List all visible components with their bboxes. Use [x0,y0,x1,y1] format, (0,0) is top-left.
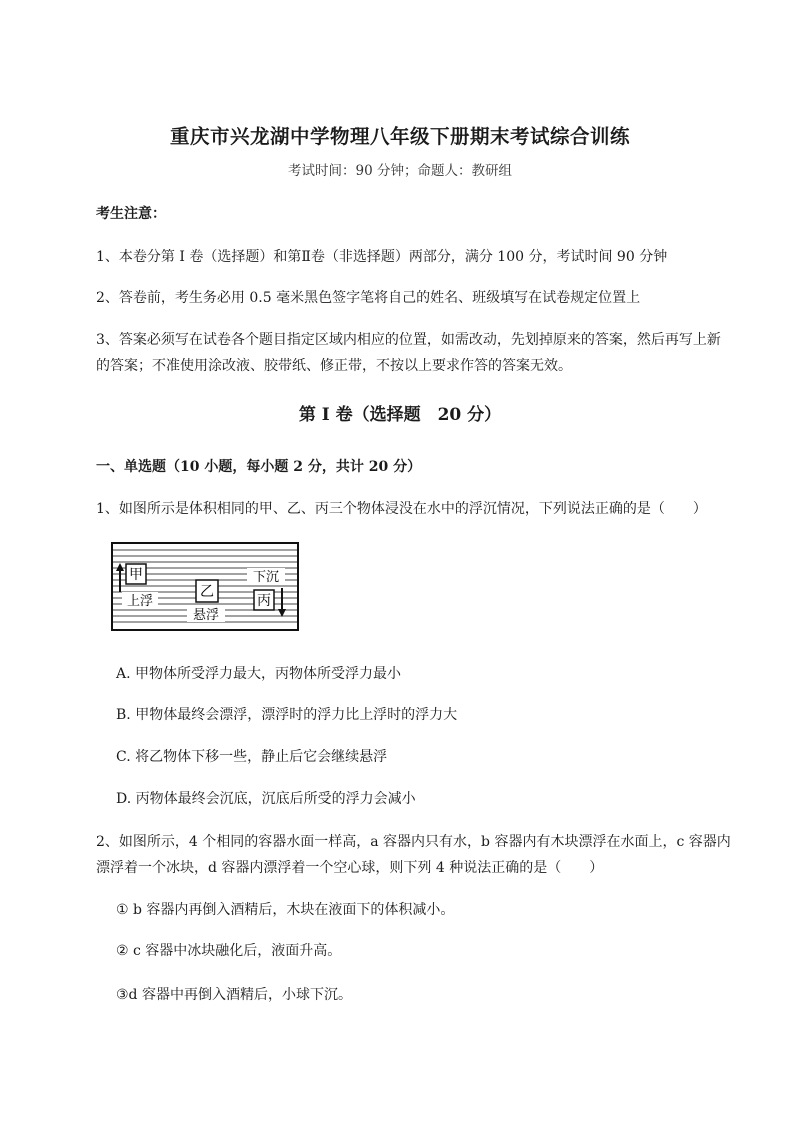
label-jia: 甲 [129,567,143,583]
part-heading: 一、单选题（10 小题，每小题 2 分，共计 20 分） [96,459,422,475]
page-title: 重庆市兴龙湖中学物理八年级下册期末考试综合训练 [169,125,630,148]
object-jia [126,564,146,584]
label-suspend: 悬浮 [192,608,220,623]
question-2-stem-cont: 漂浮着一个冰块，d 容器内漂浮着一个空心球，则下列 4 种说法正确的是（ ） [96,860,604,876]
notice-item-2: 2、答卷前，考生务必用 0.5 毫米黑色签字笔将自己的姓名、班级填写在试卷规定位置上 [96,290,641,306]
q2-statement-1: ① b 容器内再倒入酒精后，木块在液面下的体积减小。 [116,902,455,918]
notice-item-1: 1、本卷分第 I 卷（选择题）和第Ⅱ卷（非选择题）两部分，满分 100 分，考试时间 90 分钟 [96,249,668,265]
exam-info: 考试时间：90 分钟；命题人：教研组 [288,163,512,179]
q1-option-b[interactable]: B. 甲物体最终会漂浮，漂浮时的浮力比上浮时的浮力大 [116,707,458,723]
question-2-stem: 2、如图所示，4 个相同的容器水面一样高，a 容器内只有水，b 容器内有木块漂浮在水面上，c 容器内 [96,834,731,850]
q2-statement-2: ② c 容器中冰块融化后，液面升高。 [116,943,342,959]
q2-statement-3: ③d 容器中再倒入酒精后，小球下沉。 [116,987,352,1003]
buoyancy-figure [111,542,299,631]
q1-option-d[interactable]: D. 丙物体最终会沉底，沉底后所受的浮力会减小 [116,791,416,807]
notice-item-3-cont: 的答案；不准使用涂改液、胶带纸、修正带，不按以上要求作答的答案无效。 [96,358,572,374]
label-yi: 乙 [200,584,214,600]
label-rise: 上浮 [126,594,154,609]
label-bing: 丙 [257,593,271,609]
notice-item-3: 3、答案必须写在试卷各个题目指定区域内相应的位置，如需改动，先划掉原来的答案，然后再写上新 [96,332,721,348]
notice-heading: 考生注意： [96,206,166,222]
object-yi [196,580,218,602]
object-bing [254,590,274,610]
label-sink: 下沉 [252,570,280,585]
arrow-up-icon [116,563,124,592]
q1-option-c[interactable]: C. 将乙物体下移一些，静止后它会继续悬浮 [116,749,388,765]
q1-option-a[interactable]: A. 甲物体所受浮力最大，丙物体所受浮力最小 [116,666,402,682]
question-1-stem: 1、如图所示是体积相同的甲、乙、丙三个物体浸没在水中的浮沉情况，下列说法正确的是（ ） [96,501,707,517]
section-title: 第 I 卷（选择题 20 分） [298,405,502,425]
